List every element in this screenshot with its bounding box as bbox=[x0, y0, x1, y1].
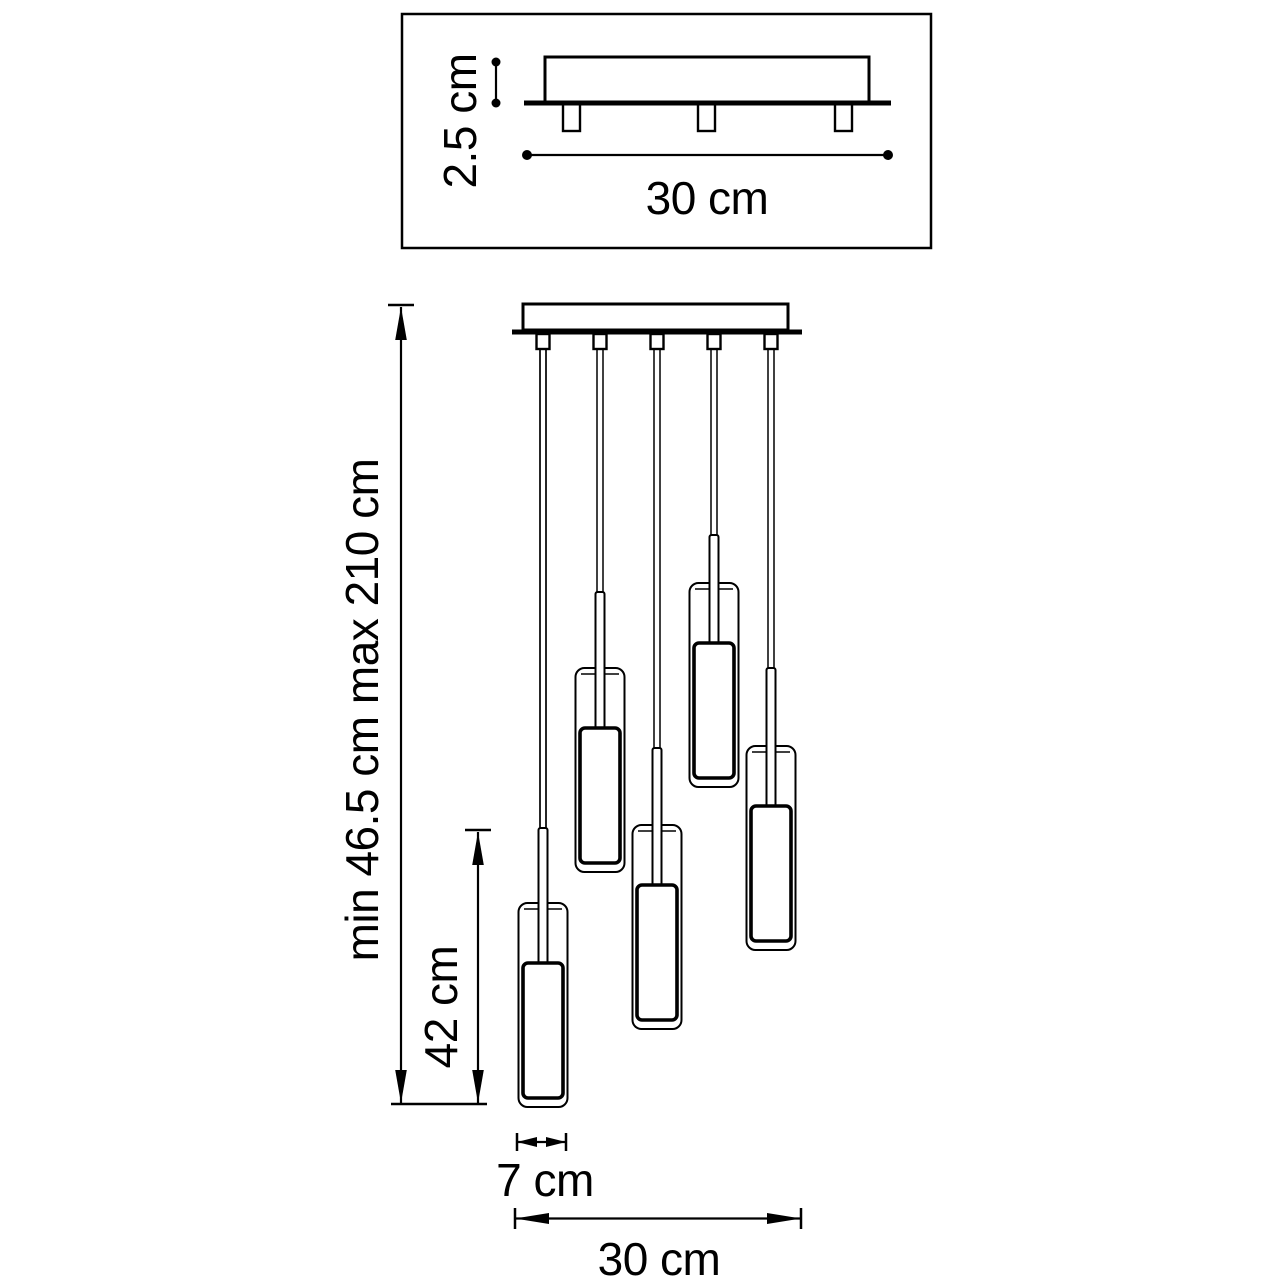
canopy-pegs bbox=[563, 104, 852, 131]
arrowhead-up-icon bbox=[395, 307, 407, 340]
pendant bbox=[747, 349, 796, 950]
inner-diffuser bbox=[751, 806, 791, 941]
dimension-canopy-height bbox=[434, 53, 501, 188]
cord-connector bbox=[765, 334, 778, 349]
inner-diffuser bbox=[580, 728, 620, 863]
cord-connector bbox=[651, 334, 664, 349]
arrowhead-left-icon bbox=[515, 1213, 549, 1224]
inner-diffuser bbox=[694, 643, 734, 778]
suspension-height-label: min 46.5 cm max 210 cm bbox=[336, 458, 388, 962]
stem-rod bbox=[539, 828, 548, 967]
arrowhead-left-icon bbox=[517, 1137, 537, 1147]
dimension-canopy-width bbox=[522, 150, 893, 224]
pendant-lamp-side-view bbox=[336, 304, 802, 1280]
arrowhead-up-icon bbox=[472, 832, 484, 865]
arrowhead-right-icon bbox=[546, 1137, 566, 1147]
canopy-top-view-panel bbox=[402, 14, 931, 248]
canopy-width-label: 30 cm bbox=[645, 172, 769, 224]
stem-rod bbox=[596, 592, 605, 732]
stem-rod bbox=[710, 535, 719, 647]
dimension-dot bbox=[492, 58, 501, 67]
dimension-shade-height bbox=[415, 830, 491, 1103]
canopy-peg bbox=[698, 104, 715, 131]
dimension-dot bbox=[522, 150, 532, 160]
dimension-dot bbox=[883, 150, 893, 160]
lamp-canopy bbox=[523, 304, 788, 330]
stem-rod bbox=[653, 748, 662, 889]
stem-rod bbox=[767, 668, 776, 810]
inner-diffuser bbox=[523, 963, 563, 1098]
arrowhead-down-icon bbox=[395, 1070, 407, 1103]
cord-connector bbox=[594, 334, 607, 349]
shade-height-label: 42 cm bbox=[415, 945, 467, 1069]
dimension-dot bbox=[492, 99, 501, 108]
inner-diffuser bbox=[637, 885, 677, 1020]
pendant bbox=[690, 349, 739, 787]
arrowhead-down-icon bbox=[472, 1070, 484, 1103]
canopy-body bbox=[545, 57, 869, 102]
dimension-base-width bbox=[515, 1208, 801, 1280]
pendant bbox=[519, 349, 568, 1107]
canopy-peg bbox=[835, 104, 852, 131]
canopy-peg bbox=[563, 104, 580, 131]
pendant bbox=[576, 349, 625, 872]
base-width-label: 30 cm bbox=[597, 1233, 721, 1280]
dimension-shade-width bbox=[496, 1133, 594, 1206]
arrowhead-right-icon bbox=[767, 1213, 801, 1224]
pendant bbox=[633, 349, 682, 1029]
shade-width-label: 7 cm bbox=[496, 1154, 594, 1206]
cord-connector bbox=[537, 334, 550, 349]
cord-connector bbox=[708, 334, 721, 349]
canopy-height-label: 2.5 cm bbox=[434, 53, 486, 189]
cord-connectors bbox=[537, 334, 778, 349]
